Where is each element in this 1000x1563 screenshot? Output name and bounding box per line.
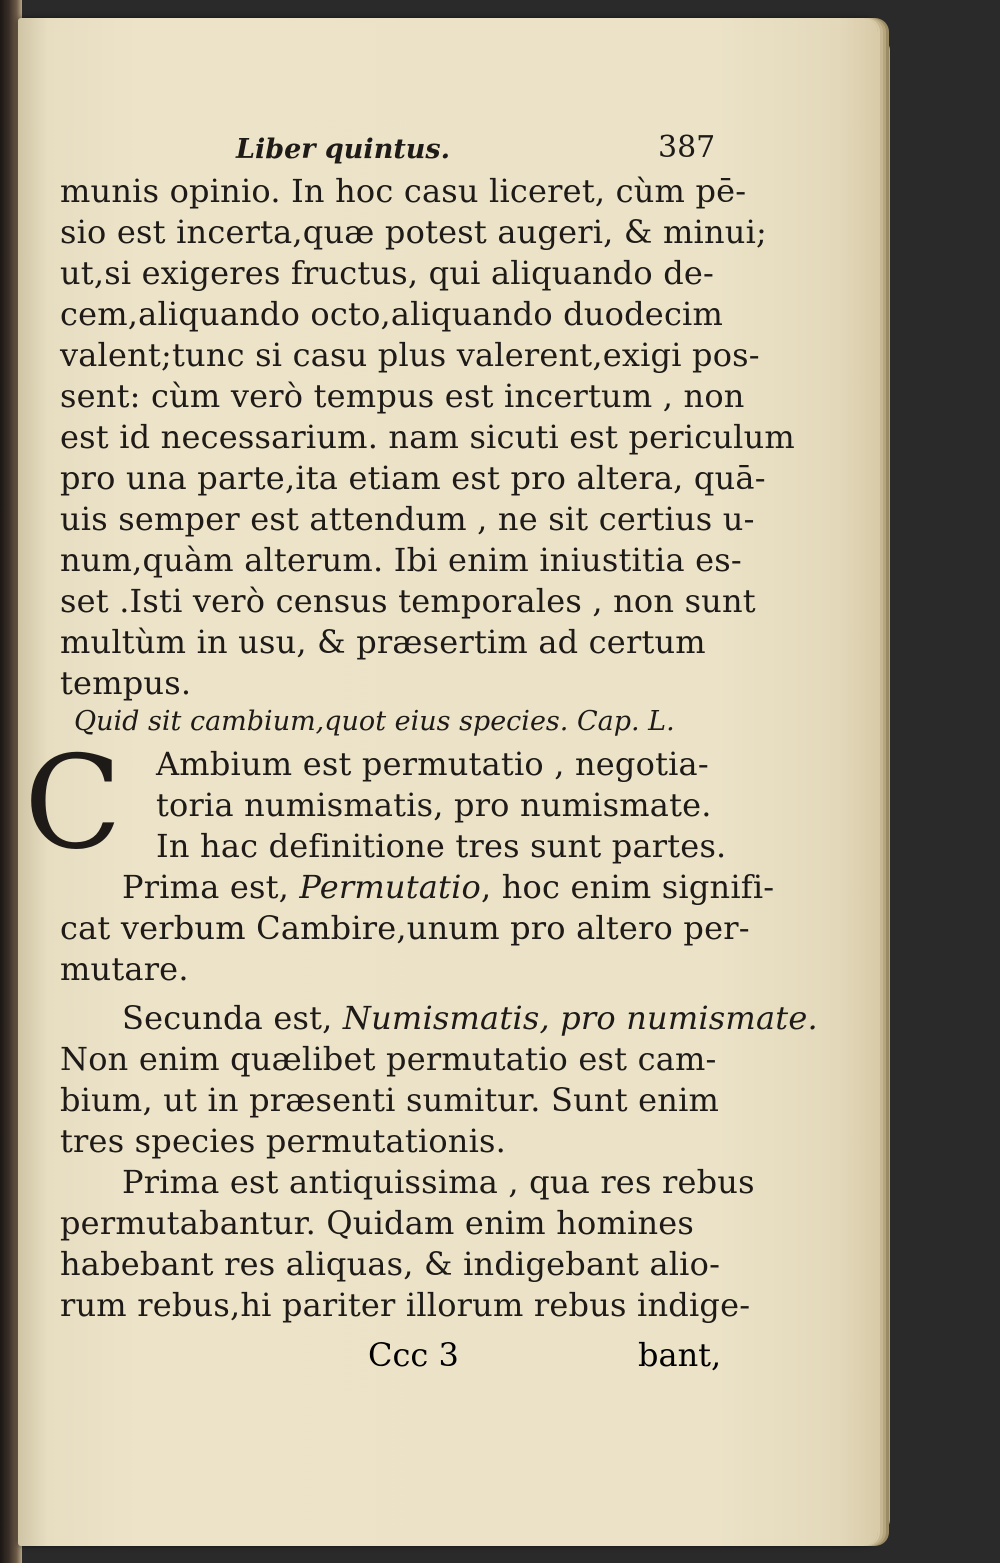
text-line: munis opinio. In hoc casu liceret, cùm pē- — [60, 172, 747, 210]
page-number: 387 — [658, 130, 716, 165]
text-line: num,quàm alterum. Ibi enim iniustitia es- — [60, 541, 742, 579]
italic-term: Permutatio — [299, 868, 481, 906]
text-line: tres species permutationis. — [60, 1122, 507, 1160]
text-line: sio est incerta,quæ potest augeri, & minui; — [60, 213, 767, 251]
text-line: In hac definitione tres sunt partes. — [156, 827, 727, 865]
catchword: bant, — [638, 1336, 722, 1374]
text-line: mutare. — [60, 950, 189, 988]
signature-mark: Ccc 3 — [368, 1336, 459, 1374]
text-line: tempus. — [60, 664, 192, 702]
drop-cap: C — [24, 729, 122, 878]
text-line: Prima est antiquissima , qua res rebus — [122, 1163, 755, 1201]
book-page — [18, 18, 878, 1546]
text-line: rum rebus,hi pariter illorum rebus indige- — [60, 1286, 751, 1324]
text-line: sent: cùm verò tempus est incertum , non — [60, 377, 745, 415]
text-line: valent;tunc si casu plus valerent,exigi pos- — [60, 336, 760, 374]
italic-term: Numismatis, pro numismate. — [342, 999, 818, 1037]
text-line: pro una parte,ita etiam est pro altera, quā- — [60, 459, 766, 497]
text-line: cat verbum Cambire,unum pro altero per- — [60, 909, 750, 947]
text-line: cem,aliquando octo,aliquando duodecim — [60, 295, 724, 333]
text-line: toria numismatis, pro numismate. — [156, 786, 712, 824]
chapter-heading: Quid sit cambium,quot eius species. Cap. L. — [74, 706, 675, 737]
text-line: habebant res aliquas, & indigebant alio- — [60, 1245, 721, 1283]
text-line: est id necessarium. nam sicuti est periculum — [60, 418, 795, 456]
paragraph-lead: Secunda est, — [122, 999, 343, 1037]
paragraph-rest: , hoc enim signifi- — [481, 868, 775, 906]
paragraph-first-line — [122, 1000, 818, 1036]
paragraph-lead: Prima est, — [122, 868, 300, 906]
text-line: Non enim quælibet permutatio est cam- — [60, 1040, 717, 1078]
text-line: uis semper est attendum , ne sit certius u- — [60, 500, 755, 538]
text-line: permutabantur. Quidam enim homines — [60, 1204, 695, 1242]
text-line: multùm in usu, & præsertim ad certum — [60, 623, 706, 661]
paragraph-first-line — [122, 869, 774, 905]
text-line: ut,si exigeres fructus, qui aliquando de- — [60, 254, 715, 292]
running-head: Liber quintus. — [236, 134, 451, 165]
text-line: set .Isti verò census temporales , non sunt — [60, 582, 756, 620]
text-line: bium, ut in præsenti sumitur. Sunt enim — [60, 1081, 720, 1119]
text-line: Ambium est permutatio , negotia- — [156, 745, 709, 783]
